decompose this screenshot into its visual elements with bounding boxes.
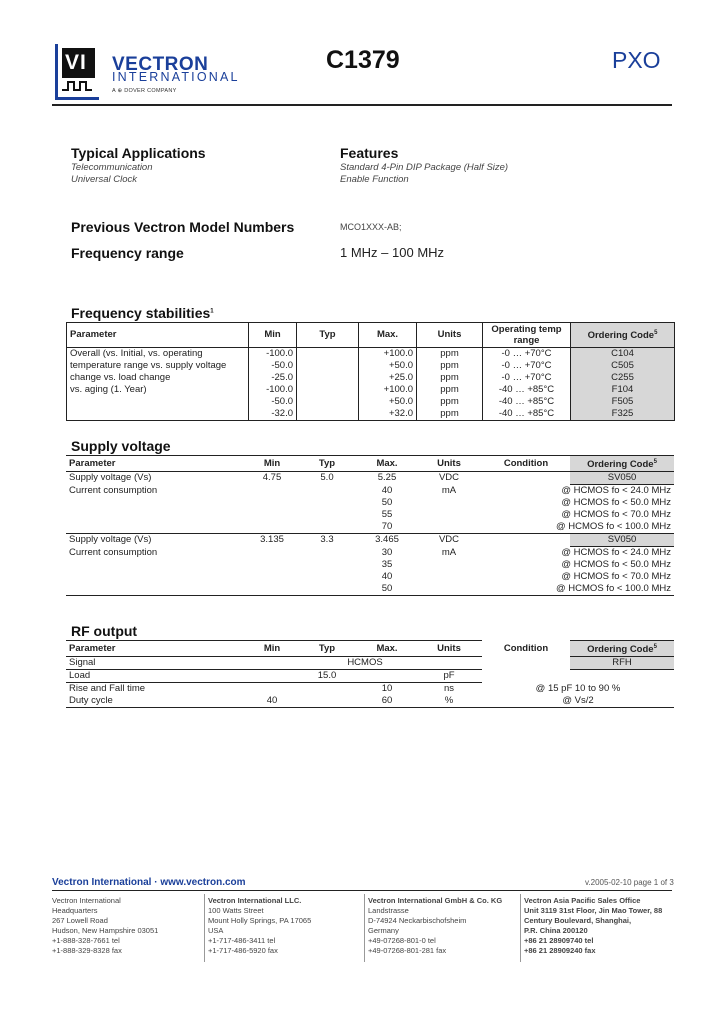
cell-max: 10 bbox=[381, 683, 393, 695]
footer-address-line: Vectron International GmbH & Co. KG bbox=[368, 896, 503, 905]
cell-min: 3.135 bbox=[248, 534, 296, 547]
col-op-temp-line2: range bbox=[513, 335, 540, 346]
features-list bbox=[340, 162, 508, 186]
footer-address-line: Mount Holly Springs, PA 17065 bbox=[208, 916, 312, 925]
cell-typ bbox=[296, 683, 358, 696]
footer-address-line: Vectron Asia Pacific Sales Office bbox=[524, 896, 641, 905]
cell-typ bbox=[296, 497, 358, 509]
cell-min bbox=[248, 521, 296, 534]
footer-address-line: +49-07268-801-0 tel bbox=[368, 936, 436, 945]
signal-condition bbox=[482, 657, 570, 670]
header-rule bbox=[52, 104, 672, 106]
frequency-range-value: 1 MHz – 100 MHz bbox=[340, 245, 445, 260]
cell-min bbox=[248, 497, 296, 509]
cell-max: 5.25 bbox=[358, 472, 416, 485]
cell-min bbox=[248, 583, 296, 596]
cell-max: 60 bbox=[358, 695, 416, 708]
feature-item: Standard 4-Pin DIP Package (Half Size) bbox=[340, 162, 509, 173]
cell-min bbox=[248, 670, 296, 683]
cell-units: ppm bbox=[417, 408, 483, 421]
model-number: C1379 bbox=[326, 46, 400, 74]
cell-parameter: Current consumption bbox=[69, 484, 158, 496]
table-row bbox=[66, 534, 674, 547]
cell-min bbox=[248, 547, 296, 560]
cell-condition: @ HCMOS fo < 24.0 MHz bbox=[561, 485, 671, 497]
rf-title: RF output bbox=[71, 623, 138, 639]
footer-address-line: Vectron International bbox=[52, 896, 121, 905]
cell-max: +50.0 bbox=[359, 360, 417, 372]
cell-min: -32.0 bbox=[249, 408, 297, 421]
logo-letters: VI bbox=[65, 51, 87, 74]
cell-min: 4.75 bbox=[248, 472, 296, 485]
previous-models-title: Previous Vectron Model Numbers bbox=[71, 219, 295, 235]
footer-version: v.2005-02-10 page 1 of 3 bbox=[585, 878, 674, 887]
cell-parameter: Load bbox=[66, 670, 248, 683]
col-ordering bbox=[570, 641, 674, 657]
table-row bbox=[66, 547, 674, 560]
table-row bbox=[66, 571, 674, 583]
cell-typ bbox=[296, 485, 358, 498]
cell-range: -0 … +70°C bbox=[483, 360, 571, 372]
cell-parameter bbox=[66, 497, 248, 509]
cell-min bbox=[248, 559, 296, 571]
vectron-logo bbox=[55, 44, 99, 100]
table-row bbox=[67, 360, 675, 372]
cell-max: 70 bbox=[381, 521, 393, 533]
cell-parameter: Current consumption bbox=[69, 546, 158, 558]
cell-condition: @ HCMOS fo < 70.0 MHz bbox=[561, 571, 671, 583]
cell-max: 3.465 bbox=[358, 534, 416, 547]
cell-ordering-code: SV050 bbox=[570, 534, 674, 547]
footnote-marker: 5 bbox=[653, 459, 657, 465]
cell-parameter bbox=[66, 583, 248, 596]
footer-address-line: 100 Watts Street bbox=[208, 906, 264, 915]
cell-parameter: Overall (vs. Initial, vs. operating bbox=[67, 348, 249, 361]
cell-min: -100.0 bbox=[249, 348, 297, 361]
stabilities-header-row bbox=[67, 323, 675, 348]
features-title: Features bbox=[340, 145, 399, 161]
col-max: Max. bbox=[358, 641, 416, 657]
cell-max: 55 bbox=[381, 509, 393, 521]
cell-max: 30 bbox=[381, 546, 393, 558]
footer-rule bbox=[52, 890, 672, 891]
cell-max: +100.0 bbox=[359, 384, 417, 396]
cell-typ bbox=[297, 348, 359, 361]
cell-parameter bbox=[66, 559, 248, 571]
table-row bbox=[66, 472, 674, 485]
cell-typ bbox=[296, 583, 358, 596]
table-row bbox=[67, 348, 675, 361]
col-max: Max. bbox=[358, 456, 416, 472]
cell-parameter: temperature range vs. supply voltage bbox=[67, 360, 249, 372]
col-units: Units bbox=[416, 641, 482, 657]
cell-typ bbox=[296, 509, 358, 521]
cell-units bbox=[416, 509, 482, 521]
footer-address-line: +86 21 28909740 tel bbox=[524, 936, 594, 945]
product-type: PXO bbox=[612, 47, 661, 73]
table-row bbox=[66, 521, 674, 534]
cell-range: -40 … +85°C bbox=[483, 384, 571, 396]
supply-table bbox=[66, 455, 674, 596]
col-typ: Typ bbox=[297, 323, 359, 348]
cell-typ bbox=[296, 547, 358, 560]
supply-header-row bbox=[66, 456, 674, 472]
cell-max: +25.0 bbox=[359, 372, 417, 384]
col-typ: Typ bbox=[296, 641, 358, 657]
cell-units: ppm bbox=[417, 384, 483, 396]
footer-divider bbox=[364, 894, 365, 962]
cell-units: VDC bbox=[416, 472, 482, 485]
cell-typ: 5.0 bbox=[296, 472, 358, 485]
col-parameter: Parameter bbox=[66, 641, 248, 657]
footer-divider bbox=[204, 894, 205, 962]
cell-ordering-code: C255 bbox=[571, 372, 675, 384]
previous-models-value: MCO1XXX-AB; bbox=[340, 222, 402, 232]
rf-header-row bbox=[66, 641, 674, 657]
cell-min bbox=[248, 571, 296, 583]
cell-ordering-code: F325 bbox=[571, 408, 675, 421]
col-min: Min bbox=[249, 323, 297, 348]
cell-ordering-code: C104 bbox=[571, 348, 675, 361]
col-units: Units bbox=[417, 323, 483, 348]
footer-address-line: P.R. China 200120 bbox=[524, 926, 588, 935]
cell-min: -50.0 bbox=[249, 396, 297, 408]
cell-min bbox=[248, 485, 296, 498]
cell-parameter: vs. aging (1. Year) bbox=[67, 384, 249, 396]
cell-units bbox=[416, 571, 482, 583]
footer-address-line: USA bbox=[208, 926, 224, 935]
col-parameter: Parameter bbox=[66, 456, 248, 472]
table-row bbox=[66, 695, 674, 708]
cell-condition: @ HCMOS fo < 70.0 MHz bbox=[561, 509, 671, 521]
cell-max: 35 bbox=[381, 559, 393, 571]
cell-condition: @ HCMOS fo < 100.0 MHz bbox=[482, 583, 674, 596]
application-item: Universal Clock bbox=[71, 174, 137, 185]
cell-units: ns bbox=[443, 683, 455, 695]
cell-units: VDC bbox=[416, 534, 482, 547]
typical-applications-title: Typical Applications bbox=[71, 145, 206, 161]
col-units: Units bbox=[416, 456, 482, 472]
footnote-marker: 1 bbox=[210, 308, 214, 315]
footer-address-line: Unit 3119 31st Floor, Jin Mao Tower, 88 bbox=[524, 906, 663, 915]
signal-code: RFH bbox=[570, 657, 674, 670]
cell-ordering-code: SV050 bbox=[570, 472, 674, 485]
rf-signal-row bbox=[66, 657, 674, 670]
cell-typ bbox=[296, 571, 358, 583]
table-row bbox=[67, 408, 675, 421]
cell-units bbox=[416, 559, 482, 571]
cell-units: % bbox=[416, 695, 482, 708]
footer-address-line: Hudson, New Hampshire 03051 bbox=[52, 926, 159, 935]
rf-table bbox=[66, 640, 674, 708]
cell-units: mA bbox=[441, 484, 457, 496]
table-row bbox=[66, 583, 674, 596]
footnote-marker: 5 bbox=[654, 330, 658, 337]
footer-title: Vectron International · www.vectron.com bbox=[52, 877, 246, 888]
table-row bbox=[66, 559, 674, 571]
rf-body bbox=[66, 670, 674, 708]
footer-address-line: +1-888-329-8328 fax bbox=[52, 946, 122, 955]
footer-address-line: +1-888-328-7661 tel bbox=[52, 936, 120, 945]
cell-max: +32.0 bbox=[359, 408, 417, 421]
cell-typ bbox=[297, 408, 359, 421]
cell-typ: 15.0 bbox=[296, 670, 358, 683]
cell-units: ppm bbox=[417, 348, 483, 361]
supply-title: Supply voltage bbox=[71, 438, 171, 454]
cell-condition: @ HCMOS fo < 50.0 MHz bbox=[561, 497, 671, 509]
cell-units: ppm bbox=[417, 360, 483, 372]
brand-name: VECTRON bbox=[112, 54, 209, 75]
cell-units bbox=[416, 583, 482, 596]
table-row bbox=[66, 670, 674, 683]
table-row bbox=[66, 683, 674, 696]
cell-typ: 3.3 bbox=[296, 534, 358, 547]
footer-address-line: D-74924 Neckarbischofsheim bbox=[368, 916, 467, 925]
footer-address-line: Headquarters bbox=[52, 906, 98, 915]
signal-label: Signal bbox=[66, 657, 248, 670]
cell-typ bbox=[296, 521, 358, 534]
application-item: Telecommunication bbox=[71, 162, 153, 173]
cell-condition bbox=[482, 534, 570, 547]
col-condition: Condition bbox=[482, 456, 570, 472]
cell-min: 40 bbox=[248, 695, 296, 708]
cell-max: 40 bbox=[381, 571, 393, 583]
col-ordering-text: Ordering Code bbox=[587, 644, 654, 656]
cell-condition: @ HCMOS fo < 50.0 MHz bbox=[561, 559, 671, 571]
footer-address-line: Germany bbox=[368, 926, 399, 935]
cell-units: ppm bbox=[417, 396, 483, 408]
cell-typ bbox=[297, 396, 359, 408]
footer-address-usa bbox=[208, 896, 311, 956]
cell-max: 50 bbox=[358, 583, 416, 596]
col-condition: Condition bbox=[503, 642, 549, 654]
table-row bbox=[67, 384, 675, 396]
cell-condition: @ HCMOS fo < 100.0 MHz bbox=[556, 521, 671, 533]
col-ordering bbox=[571, 323, 675, 348]
footer-address-germany bbox=[368, 896, 502, 956]
cell-min bbox=[248, 509, 296, 521]
cell-range: -0 … +70°C bbox=[483, 348, 571, 361]
footer-address-line: +86 21 28909240 fax bbox=[524, 946, 596, 955]
cell-units bbox=[416, 521, 482, 534]
signal-value: HCMOS bbox=[248, 657, 482, 670]
col-ordering-text: Ordering Code bbox=[587, 459, 654, 471]
cell-parameter bbox=[67, 408, 249, 421]
table-row bbox=[66, 509, 674, 521]
cell-parameter: change vs. load change bbox=[67, 372, 249, 384]
col-parameter: Parameter bbox=[67, 323, 249, 348]
cell-parameter bbox=[66, 521, 248, 534]
cell-parameter: Rise and Fall time bbox=[69, 683, 146, 695]
footer-address-line: 267 Lowell Road bbox=[52, 916, 108, 925]
stabilities-title bbox=[71, 305, 214, 321]
typical-applications-list bbox=[71, 162, 153, 186]
cell-condition: @ 15 pF 10 to 90 % bbox=[535, 682, 621, 694]
cell-max: +100.0 bbox=[359, 348, 417, 361]
cell-max: +50.0 bbox=[359, 396, 417, 408]
cell-parameter: Supply voltage (Vs) bbox=[66, 534, 248, 547]
cell-min: -50.0 bbox=[249, 360, 297, 372]
cell-typ bbox=[296, 559, 358, 571]
col-op-temp bbox=[483, 323, 571, 348]
table-row bbox=[66, 497, 674, 509]
cell-ordering-code: C505 bbox=[571, 360, 675, 372]
stabilities-title-text: Frequency stabilities bbox=[71, 305, 211, 321]
col-op-temp-line1: Operating temp bbox=[491, 324, 562, 335]
cell-ordering-code: F104 bbox=[571, 384, 675, 396]
table-row bbox=[67, 396, 675, 408]
footer-divider bbox=[520, 894, 521, 962]
col-max: Max. bbox=[359, 323, 417, 348]
cell-units: mA bbox=[441, 546, 457, 558]
cell-parameter: Duty cycle bbox=[66, 695, 248, 708]
cell-typ bbox=[296, 695, 358, 708]
footer-address-asia bbox=[524, 896, 662, 956]
cell-units bbox=[416, 497, 482, 509]
cell-parameter: Supply voltage (Vs) bbox=[66, 472, 248, 485]
col-ordering-text: Ordering Code bbox=[587, 330, 655, 342]
brand-company: A ⊕ DOVER COMPANY bbox=[112, 88, 177, 94]
footer-address-line: Landstrasse bbox=[368, 906, 409, 915]
cell-units: pF bbox=[416, 670, 482, 683]
cell-max: 50 bbox=[381, 497, 393, 509]
cell-range: -0 … +70°C bbox=[483, 372, 571, 384]
cell-parameter bbox=[67, 396, 249, 408]
col-typ: Typ bbox=[296, 456, 358, 472]
col-min: Min bbox=[248, 456, 296, 472]
cell-units: ppm bbox=[417, 372, 483, 384]
feature-item: Enable Function bbox=[340, 174, 409, 185]
table-row bbox=[66, 485, 674, 498]
cell-range: -40 … +85°C bbox=[483, 396, 571, 408]
footer-address-line: +49-07268-801-281 fax bbox=[368, 946, 447, 955]
cell-ordering-code: F505 bbox=[571, 396, 675, 408]
footer-address-line: Century Boulevard, Shanghai, bbox=[524, 916, 632, 925]
cell-min: -25.0 bbox=[249, 372, 297, 384]
cell-range: -40 … +85°C bbox=[483, 408, 571, 421]
footer-address-headquarters bbox=[52, 896, 158, 956]
supply-body bbox=[66, 472, 674, 596]
cell-min bbox=[248, 683, 296, 696]
cell-max: 40 bbox=[381, 484, 393, 496]
cell-typ bbox=[297, 384, 359, 396]
col-ordering bbox=[570, 456, 674, 472]
cell-condition bbox=[482, 472, 570, 485]
cell-condition bbox=[482, 670, 674, 683]
footer-address-line: +1-717-486-3411 tel bbox=[208, 936, 276, 945]
cell-typ bbox=[297, 360, 359, 372]
footnote-marker: 5 bbox=[653, 644, 657, 650]
brand-subtitle: INTERNATIONAL bbox=[112, 70, 240, 84]
stabilities-table bbox=[66, 322, 675, 421]
table-row bbox=[67, 372, 675, 384]
footer-address-line: +1-717-486-5920 fax bbox=[208, 946, 278, 955]
stabilities-body bbox=[67, 348, 675, 421]
cell-parameter bbox=[66, 509, 248, 521]
cell-max bbox=[358, 670, 416, 683]
cell-min: -100.0 bbox=[249, 384, 297, 396]
cell-condition: @ Vs/2 bbox=[482, 695, 674, 708]
cell-typ bbox=[297, 372, 359, 384]
col-min: Min bbox=[248, 641, 296, 657]
frequency-range-title: Frequency range bbox=[71, 245, 184, 261]
cell-parameter bbox=[66, 571, 248, 583]
cell-condition: @ HCMOS fo < 24.0 MHz bbox=[561, 547, 671, 559]
footer-address-line: Vectron International LLC. bbox=[208, 896, 302, 905]
